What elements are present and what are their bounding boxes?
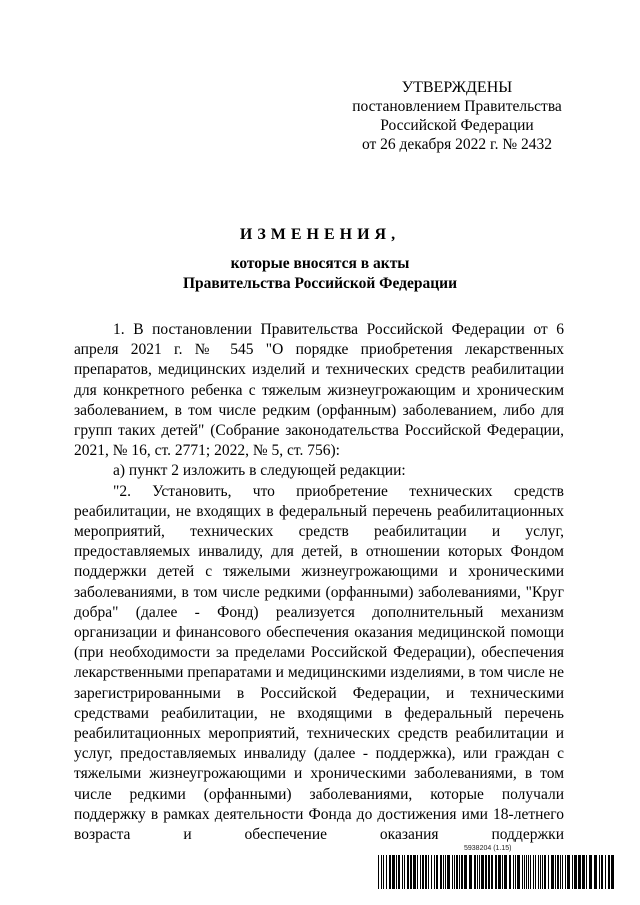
document-subtitle-1: которые вносятся в акты — [230, 255, 410, 272]
document-body — [74, 320, 564, 845]
barcode-id: 5938204 (1.15) — [464, 845, 512, 852]
barcode-image — [378, 855, 614, 889]
paragraph-1: 1. В постановлении Правительства Российской Федерации от 6 апреля 2021 г. № 545 "О порядке приобретения лекарственных препаратов, медицинских изделий и технических средств реабилитации для конкретного ребенка с тяжелым жизнеугрожающим и хроническим заболеванием, в том числе редким (орфанным) заболеванием, либо для групп таких детей" (Собрание законодательства Российской Федерации, 2021, № 16, ст. 2771; 2022, № 5, ст. 756): — [74, 321, 564, 460]
approval-block — [348, 78, 566, 154]
approval-line-2: Российской Федерации — [380, 117, 534, 134]
document-subtitle-2: Правительства Российской Федерации — [182, 275, 458, 292]
paragraph-2: а) пункт 2 изложить в следующей редакции: — [113, 462, 406, 480]
paragraph-3: "2. Установить, что приобретение технических средств реабилитации, не входящих в федеральный перечень реабилитационных мероприятий, технических средств реабилитации и услуг, предоставляемых инвалиду, для детей, в отношении которых Фондом поддержки детей с тяжелыми жизнеугрожающими и хроническими заболеваниями, в том числе редкими (орфанными) заболеваниями, "Круг добра" (далее - Фонд) реализуется дополнительный механизм организации и финансового обеспечения оказания медицинской помощи (при необходимости за пределами Российской Федерации), обеспечения лекарственными препаратами и медицинскими изделиями, в том числе не зарегистрированными в Российской Федерации, и техническими средствами реабилитации, не входящими в федеральный перечень реабилитационных мероприятий, технических средств реабилитации и услуг, предоставляемых инвалиду (далее - поддержка), или граждан с тяжелыми жизнеугрожающими и хроническими заболеваниями, в том числе редкими (орфанными) заболеваниями, которые получали поддержку в рамках деятельности Фонда до достижения ими 18-летнего возраста и обеспечение оказания поддержки — [74, 482, 564, 844]
document-title: ИЗМЕНЕНИЯ, — [239, 226, 401, 243]
barcode-block — [378, 845, 614, 894]
approval-line-1: постановлением Правительства — [352, 98, 562, 115]
approval-line-3: от 26 декабря 2022 г. № 2432 — [361, 136, 553, 153]
approval-heading: УТВЕРЖДЕНЫ — [401, 79, 513, 96]
